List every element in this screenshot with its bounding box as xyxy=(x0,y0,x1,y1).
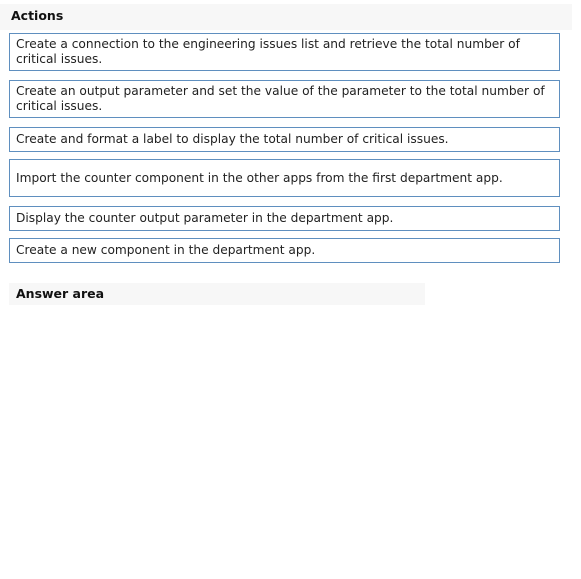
action-item-label: Create a connection to the engineering issues list and retrieve the total number of critical issues. xyxy=(16,37,520,66)
action-item-label: Display the counter output parameter in the department app. xyxy=(16,211,394,225)
action-item-label: Import the counter component in the other apps from the first department app. xyxy=(16,170,503,185)
action-item-label: Create an output parameter and set the value of the parameter to the total number of critical issues. xyxy=(16,84,545,113)
action-item-create-output-parameter[interactable] xyxy=(9,80,560,118)
answer-area-drop-zone[interactable] xyxy=(9,307,425,567)
actions-title: Actions xyxy=(11,8,64,23)
action-item-label: Create a new component in the department app. xyxy=(16,243,316,257)
action-item-create-connection[interactable] xyxy=(9,33,560,71)
action-item-import-counter-component[interactable] xyxy=(9,159,560,197)
action-item-create-new-component[interactable] xyxy=(9,238,560,263)
action-item-label: Create and format a label to display the total number of critical issues. xyxy=(16,132,449,146)
answer-area-title: Answer area xyxy=(16,286,105,301)
action-item-display-counter-output[interactable] xyxy=(9,206,560,231)
action-item-create-label[interactable] xyxy=(9,127,560,152)
actions-header xyxy=(0,4,572,30)
